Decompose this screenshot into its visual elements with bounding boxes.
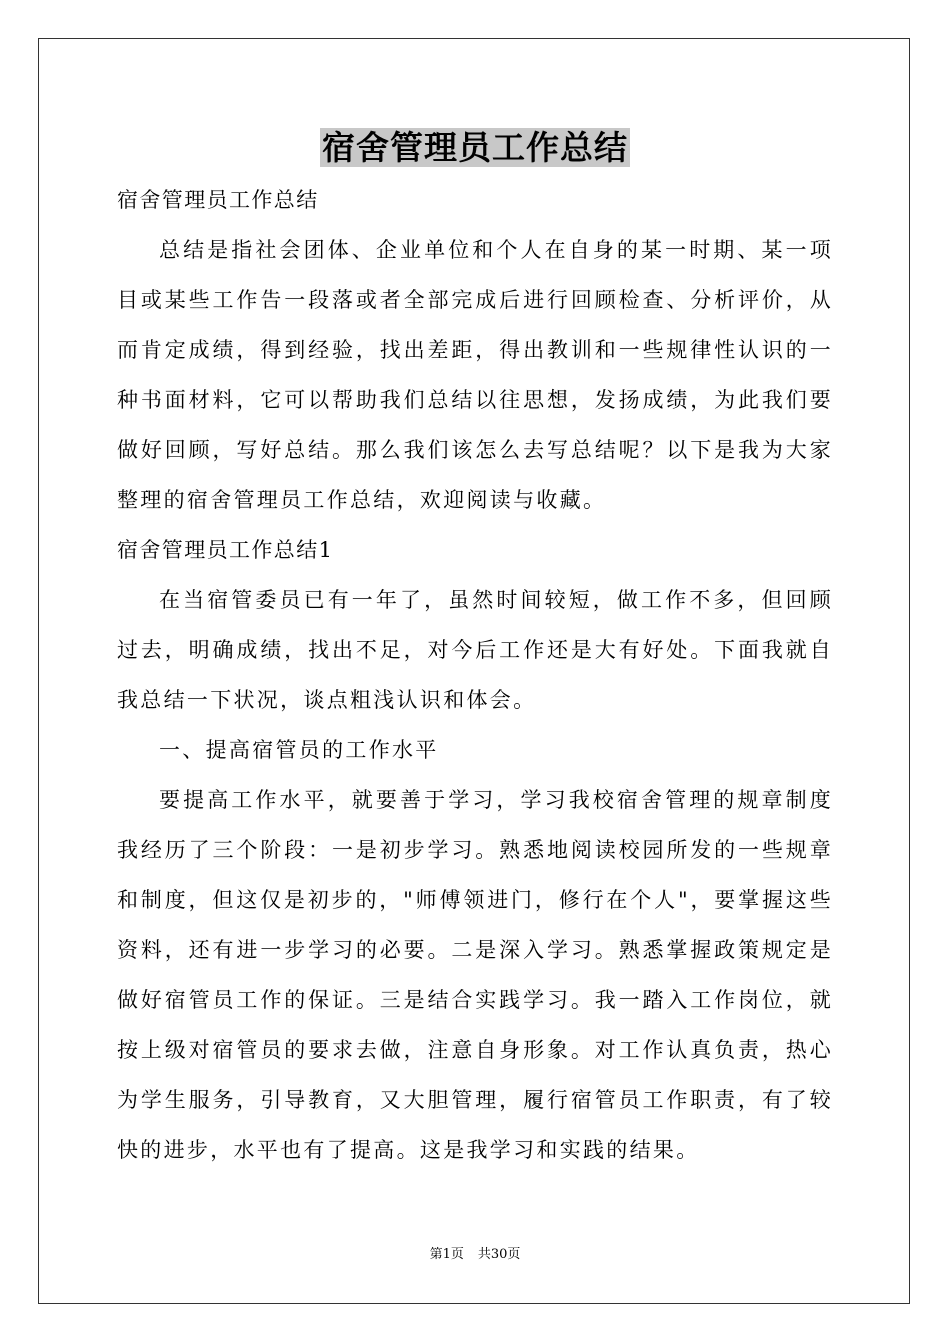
document-body [117,175,833,1175]
page-title-text: 宿舍管理员工作总结 [322,128,628,167]
page-total: 共30页 [477,1247,521,1262]
section-title: 宿舍管理员工作总结1 [117,538,334,562]
page-footer [0,1246,950,1264]
section-paragraph-1: 在当宿管委员已有一年了，虽然时间较短，做工作不多，但回顾过去，明确成绩，找出不足，对今后工作还是大有好处。下面我就自我总结一下状况，谈点粗浅认识和体会。 [117,588,833,712]
page-number: 第1页 [429,1247,464,1262]
section-heading: 一、提高宿管员的工作水平 [159,738,439,762]
intro-paragraph: 总结是指社会团体、企业单位和个人在自身的某一时期、某一项目或某些工作告一段落或者全部完成后进行回顾检查、分析评价，从而肯定成绩，得到经验，找出差距，得出教训和一些规律性认识的一种书面材料，它可以帮助我们总结以往思想，发扬成绩，为此我们要做好回顾，写好总结。那么我们该怎么去写总结呢？以下是我为大家整理的宿舍管理员工作总结，欢迎阅读与收藏。 [117,238,833,512]
document-subtitle: 宿舍管理员工作总结 [117,188,319,212]
section-paragraph-2: 要提高工作水平，就要善于学习，学习我校宿舍管理的规章制度我经历了三个阶段：一是初步学习。熟悉地阅读校园所发的一些规章和制度，但这仅是初步的，"师傅领进门，修行在个人"，要掌握这些资料，还有进一步学习的必要。二是深入学习。熟悉掌握政策规定是做好宿管员工作的保证。三是结合实践学习。我一踏入工作岗位，就按上级对宿管员的要求去做，注意自身形象。对工作认真负责，热心为学生服务，引导教育，又大胆管理，履行宿管员工作职责，有了较快的进步，水平也有了提高。这是我学习和实践的结果。 [117,788,833,1162]
page-title [0,126,950,170]
